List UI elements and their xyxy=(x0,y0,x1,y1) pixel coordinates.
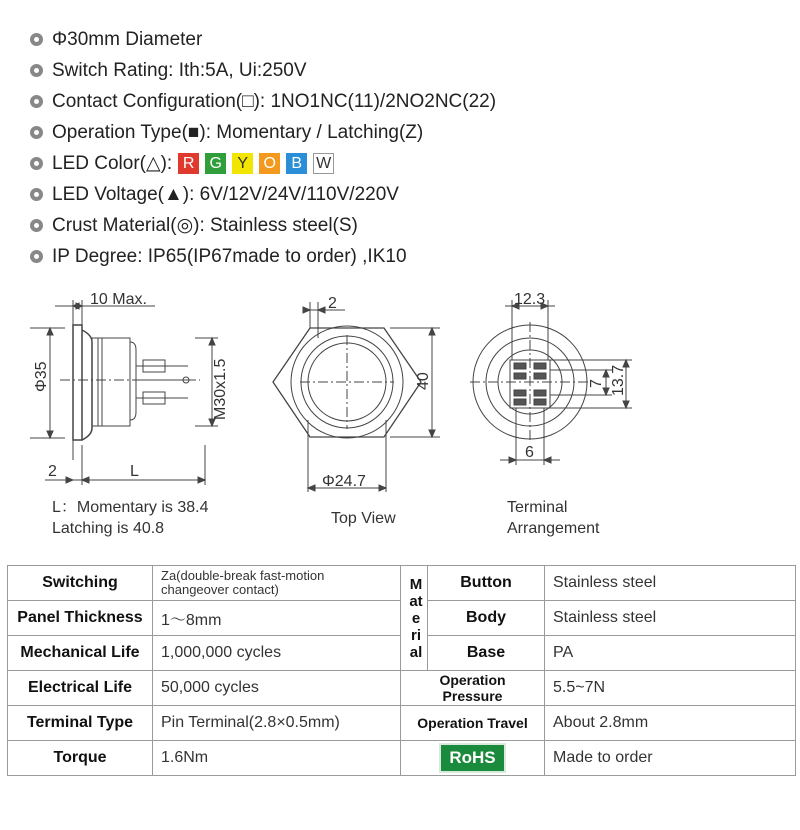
spec-label: Body xyxy=(428,601,545,636)
table-row xyxy=(8,706,796,741)
spec-label: Torque xyxy=(8,741,153,776)
feature-item xyxy=(30,86,496,117)
side-dim-thread: M30x1.5 xyxy=(212,358,229,420)
side-caption xyxy=(52,497,209,539)
table-row xyxy=(8,671,796,706)
material-label-text: Material xyxy=(409,575,423,661)
spec-value: Stainless steel xyxy=(545,601,796,636)
side-caption-line2: Latching is 40.8 xyxy=(52,520,165,537)
spec-label: Operation Travel xyxy=(401,706,545,741)
spec-value: 1～8mm xyxy=(153,601,401,636)
bullet-icon xyxy=(30,33,43,46)
feature-item xyxy=(30,179,496,210)
spec-value: PA xyxy=(545,636,796,671)
spec-label: Button xyxy=(428,566,545,601)
led-color-badge: O xyxy=(259,153,280,174)
led-color-badge: G xyxy=(205,153,226,174)
terminal-dim-top: 12.3 xyxy=(514,291,546,308)
spec-table xyxy=(7,565,796,776)
feature-item xyxy=(30,148,496,179)
spec-label: Switching xyxy=(8,566,153,601)
top-dim-height: 40 xyxy=(415,372,432,390)
terminal-caption-line1: Terminal xyxy=(507,499,568,516)
spec-value: 5.5~7N xyxy=(545,671,796,706)
led-color-badge: B xyxy=(286,153,307,174)
table-row xyxy=(8,566,796,601)
feature-item xyxy=(30,24,496,55)
rohs-cell xyxy=(401,741,545,776)
terminal-caption xyxy=(507,497,600,539)
feature-text: LED Color(△): xyxy=(52,153,173,174)
terminal-drawing xyxy=(470,291,632,465)
spec-value: About 2.8mm xyxy=(545,706,796,741)
feature-item xyxy=(30,241,496,272)
top-view-drawing xyxy=(273,295,440,492)
spec-value: 50,000 cycles xyxy=(153,671,401,706)
bullet-icon xyxy=(30,250,43,263)
side-dim-bottom-right: L xyxy=(130,463,139,480)
top-dim-diameter: Φ24.7 xyxy=(322,473,366,490)
led-color-badge: W xyxy=(313,153,334,174)
bullet-icon xyxy=(30,64,43,77)
terminal-dim-right-2: 13.7 xyxy=(610,364,627,396)
feature-item xyxy=(30,210,496,241)
spec-label: Panel Thickness xyxy=(8,601,153,636)
feature-text: Switch Rating: Ith:5A, Ui:250V xyxy=(52,60,307,81)
spec-label: Base xyxy=(428,636,545,671)
spec-label: Operation Pressure xyxy=(401,671,545,706)
side-dim-top: 10 Max. xyxy=(90,291,147,308)
feature-text: Crust Material(◎): Stainless steel(S) xyxy=(52,215,358,236)
top-view-caption: Top View xyxy=(331,510,396,527)
spec-label: Mechanical Life xyxy=(8,636,153,671)
table-row xyxy=(8,741,796,776)
feature-text: LED Voltage(▲): 6V/12V/24V/110V/220V xyxy=(52,184,399,205)
terminal-dim-bottom: 6 xyxy=(525,444,534,461)
rohs-badge: RoHS xyxy=(439,743,505,773)
bullet-icon xyxy=(30,188,43,201)
spec-value: Made to order xyxy=(545,741,796,776)
side-caption-line1: L：Momentary is 38.4 xyxy=(52,499,209,516)
spec-label: Terminal Type xyxy=(8,706,153,741)
feature-list xyxy=(30,24,496,272)
bullet-icon xyxy=(30,219,43,232)
side-dim-bottom-left: 2 xyxy=(48,463,57,480)
terminal-dim-right-1: 7 xyxy=(588,379,605,388)
side-dim-diameter: Φ35 xyxy=(33,361,50,392)
feature-text: IP Degree: IP65(IP67made to order) ,IK10 xyxy=(52,246,407,267)
spec-value: Stainless steel xyxy=(545,566,796,601)
terminal-caption-line2: Arrangement xyxy=(507,520,600,537)
bullet-icon xyxy=(30,157,43,170)
side-view-drawing xyxy=(30,291,229,485)
spec-value: Pin Terminal(2.8×0.5mm) xyxy=(153,706,401,741)
top-dim-top: 2 xyxy=(328,295,337,312)
feature-item xyxy=(30,117,496,148)
spec-value: Za(double-break fast-motion changeover contact) xyxy=(153,566,401,601)
spec-value: 1,000,000 cycles xyxy=(153,636,401,671)
bullet-icon xyxy=(30,126,43,139)
spec-value: 1.6Nm xyxy=(153,741,401,776)
spec-label: Electrical Life xyxy=(8,671,153,706)
material-group-label xyxy=(401,566,428,671)
feature-item xyxy=(30,55,496,86)
bullet-icon xyxy=(30,95,43,108)
feature-text: Φ30mm Diameter xyxy=(52,29,203,50)
led-color-badge: Y xyxy=(232,153,253,174)
feature-text: Contact Configuration(□): 1NO1NC(11)/2NO2NC(22) xyxy=(52,91,497,112)
led-color-badge: R xyxy=(178,153,199,174)
feature-text: Operation Type(■): Momentary / Latching(Z) xyxy=(52,122,424,143)
